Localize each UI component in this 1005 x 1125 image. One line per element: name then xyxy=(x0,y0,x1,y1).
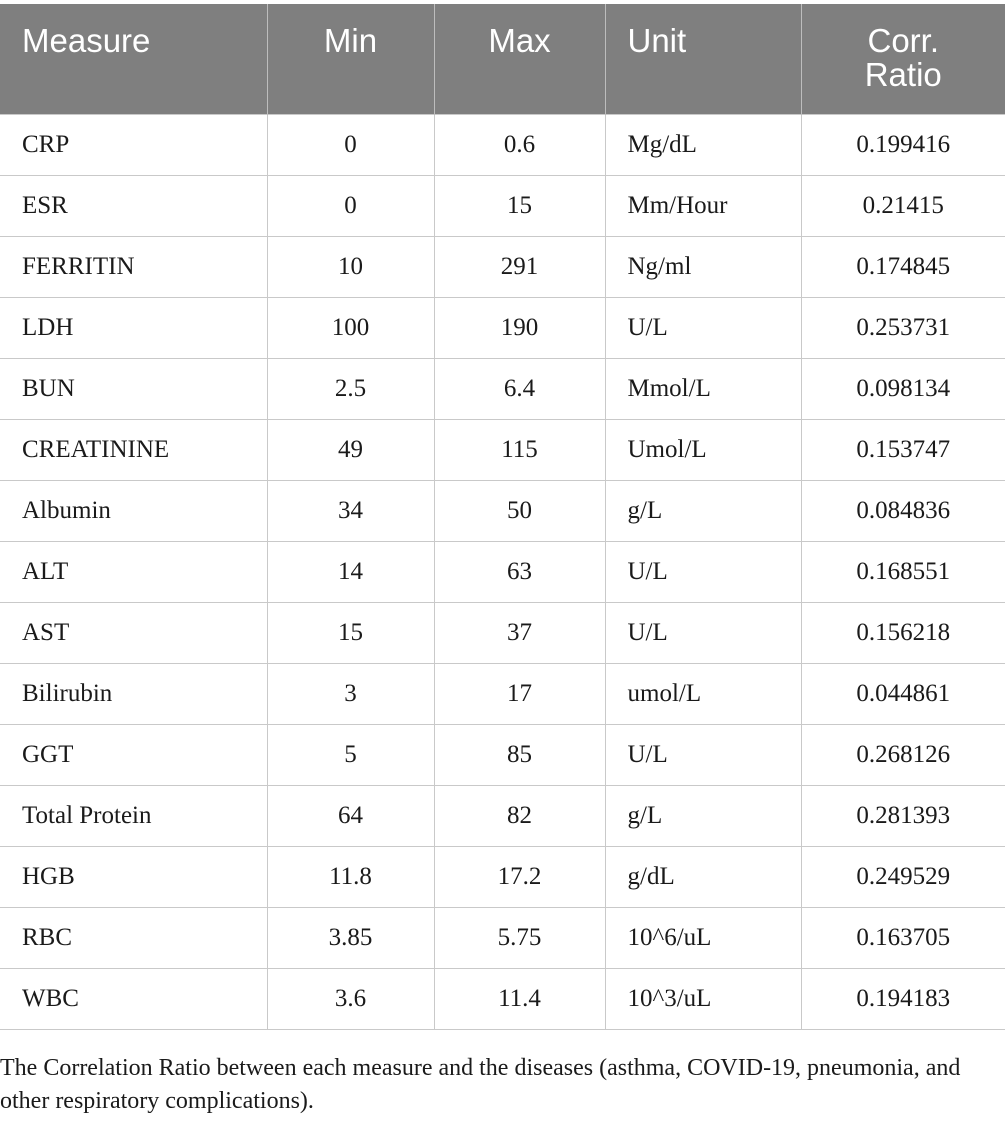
cell-max: 291 xyxy=(434,236,605,297)
cell-measure: ESR xyxy=(0,175,267,236)
cell-corr-ratio: 0.163705 xyxy=(801,907,1005,968)
cell-max: 17 xyxy=(434,663,605,724)
cell-unit: g/L xyxy=(605,785,801,846)
cell-measure: CRP xyxy=(0,114,267,175)
cell-unit: Umol/L xyxy=(605,419,801,480)
cell-corr-ratio: 0.199416 xyxy=(801,114,1005,175)
header-min: Min xyxy=(267,4,434,114)
cell-max: 115 xyxy=(434,419,605,480)
cell-min: 2.5 xyxy=(267,358,434,419)
cell-corr-ratio: 0.098134 xyxy=(801,358,1005,419)
cell-min: 10 xyxy=(267,236,434,297)
table-row xyxy=(0,907,1005,968)
cell-measure: CREATININE xyxy=(0,419,267,480)
cell-unit: U/L xyxy=(605,541,801,602)
cell-measure: HGB xyxy=(0,846,267,907)
cell-min: 15 xyxy=(267,602,434,663)
header-unit: Unit xyxy=(605,4,801,114)
cell-corr-ratio: 0.253731 xyxy=(801,297,1005,358)
table-row xyxy=(0,846,1005,907)
table-row xyxy=(0,236,1005,297)
cell-min: 34 xyxy=(267,480,434,541)
cell-min: 14 xyxy=(267,541,434,602)
cell-unit: 10^6/uL xyxy=(605,907,801,968)
table-body xyxy=(0,114,1005,1029)
table-row xyxy=(0,724,1005,785)
cell-unit: Mm/Hour xyxy=(605,175,801,236)
header-corr-ratio: Corr. Ratio xyxy=(801,4,1005,114)
cell-corr-ratio: 0.153747 xyxy=(801,419,1005,480)
cell-min: 0 xyxy=(267,175,434,236)
cell-unit: Mmol/L xyxy=(605,358,801,419)
cell-min: 3.85 xyxy=(267,907,434,968)
cell-max: 5.75 xyxy=(434,907,605,968)
cell-corr-ratio: 0.156218 xyxy=(801,602,1005,663)
cell-corr-ratio: 0.21415 xyxy=(801,175,1005,236)
cell-min: 3.6 xyxy=(267,968,434,1029)
cell-unit: Ng/ml xyxy=(605,236,801,297)
correlation-table xyxy=(0,4,1005,1030)
cell-corr-ratio: 0.044861 xyxy=(801,663,1005,724)
cell-max: 63 xyxy=(434,541,605,602)
cell-corr-ratio: 0.249529 xyxy=(801,846,1005,907)
cell-min: 64 xyxy=(267,785,434,846)
cell-unit: g/L xyxy=(605,480,801,541)
cell-max: 0.6 xyxy=(434,114,605,175)
cell-unit: umol/L xyxy=(605,663,801,724)
table-row xyxy=(0,419,1005,480)
cell-min: 100 xyxy=(267,297,434,358)
table-row xyxy=(0,785,1005,846)
cell-min: 5 xyxy=(267,724,434,785)
cell-measure: GGT xyxy=(0,724,267,785)
cell-corr-ratio: 0.174845 xyxy=(801,236,1005,297)
cell-measure: WBC xyxy=(0,968,267,1029)
cell-max: 17.2 xyxy=(434,846,605,907)
cell-max: 6.4 xyxy=(434,358,605,419)
cell-corr-ratio: 0.168551 xyxy=(801,541,1005,602)
table-row xyxy=(0,663,1005,724)
table-row xyxy=(0,480,1005,541)
cell-unit: U/L xyxy=(605,602,801,663)
cell-min: 49 xyxy=(267,419,434,480)
cell-min: 11.8 xyxy=(267,846,434,907)
cell-max: 85 xyxy=(434,724,605,785)
table-row xyxy=(0,968,1005,1029)
cell-unit: U/L xyxy=(605,297,801,358)
cell-unit: Mg/dL xyxy=(605,114,801,175)
header-max: Max xyxy=(434,4,605,114)
table-row xyxy=(0,602,1005,663)
cell-measure: Bilirubin xyxy=(0,663,267,724)
cell-measure: Albumin xyxy=(0,480,267,541)
table-row xyxy=(0,114,1005,175)
cell-measure: AST xyxy=(0,602,267,663)
cell-unit: U/L xyxy=(605,724,801,785)
cell-unit: 10^3/uL xyxy=(605,968,801,1029)
cell-max: 82 xyxy=(434,785,605,846)
cell-measure: BUN xyxy=(0,358,267,419)
table-row xyxy=(0,358,1005,419)
cell-max: 11.4 xyxy=(434,968,605,1029)
cell-max: 190 xyxy=(434,297,605,358)
header-measure: Measure xyxy=(0,4,267,114)
cell-corr-ratio: 0.194183 xyxy=(801,968,1005,1029)
cell-corr-ratio: 0.268126 xyxy=(801,724,1005,785)
cell-measure: ALT xyxy=(0,541,267,602)
table-row xyxy=(0,175,1005,236)
cell-max: 50 xyxy=(434,480,605,541)
cell-measure: RBC xyxy=(0,907,267,968)
cell-max: 15 xyxy=(434,175,605,236)
cell-min: 0 xyxy=(267,114,434,175)
cell-measure: Total Protein xyxy=(0,785,267,846)
data-table-container xyxy=(0,4,1005,1030)
cell-measure: FERRITIN xyxy=(0,236,267,297)
cell-max: 37 xyxy=(434,602,605,663)
cell-measure: LDH xyxy=(0,297,267,358)
cell-corr-ratio: 0.281393 xyxy=(801,785,1005,846)
table-row xyxy=(0,297,1005,358)
table-header-row xyxy=(0,4,1005,114)
cell-min: 3 xyxy=(267,663,434,724)
cell-unit: g/dL xyxy=(605,846,801,907)
table-caption: The Correlation Ratio between each measure and the diseases (asthma, COVID-19, pneumonia, and other respiratory complications). xyxy=(0,1055,961,1114)
table-row xyxy=(0,541,1005,602)
cell-corr-ratio: 0.084836 xyxy=(801,480,1005,541)
